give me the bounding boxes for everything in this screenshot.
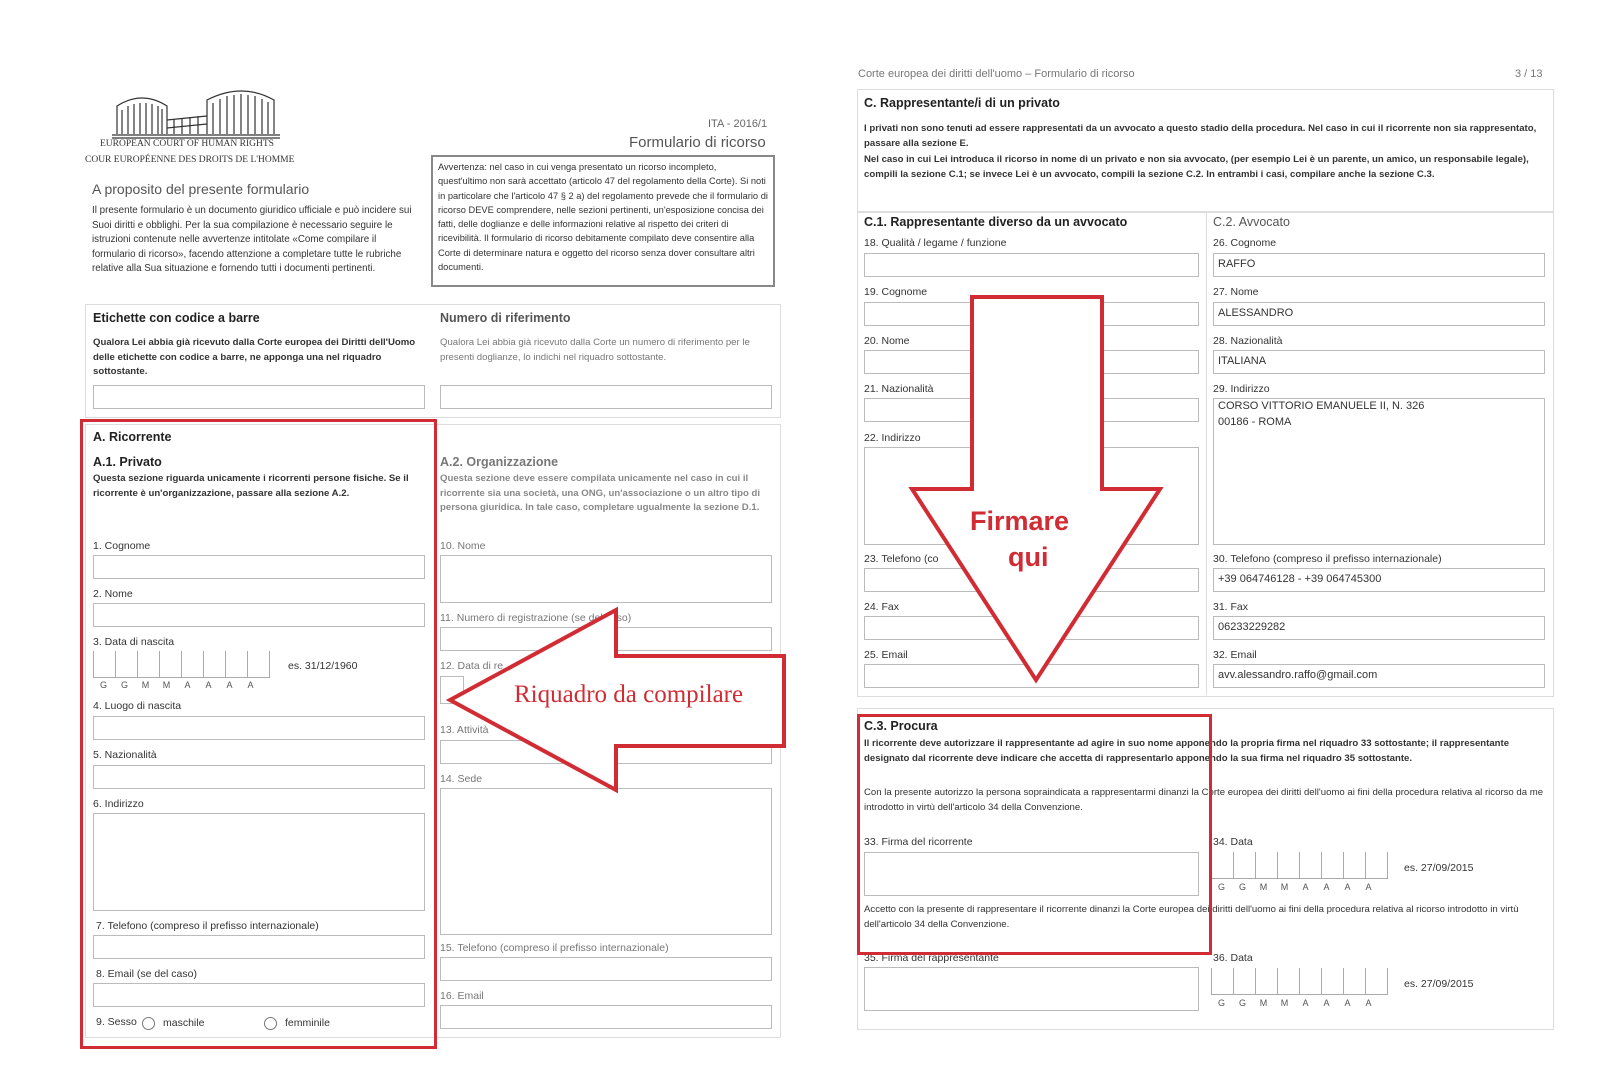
court-name-fr: COUR EUROPÉENNE DES DROITS DE L'HOMME bbox=[85, 155, 295, 165]
date-letter: G bbox=[120, 680, 128, 690]
field-27-label: 27. Nome bbox=[1213, 286, 1259, 298]
field-7-label: 7. Telefono (compreso il prefisso internazionale) bbox=[96, 920, 319, 932]
field-11-label: 11. Numero di registrazione (se del caso) bbox=[440, 612, 632, 624]
about-title: A proposito del presente formulario bbox=[92, 181, 310, 197]
field-13-label: 13. Attività bbox=[440, 724, 489, 736]
field-9-label: 9. Sesso bbox=[96, 1016, 137, 1028]
sex-female-label: femminile bbox=[285, 1017, 330, 1029]
lawyer-surname-input[interactable] bbox=[1213, 253, 1545, 277]
barcode-title: Etichette con codice a barre bbox=[93, 311, 260, 325]
date-letter: A bbox=[226, 680, 233, 690]
field-1-label: 1. Cognome bbox=[93, 540, 151, 552]
field-6-label: 6. Indirizzo bbox=[93, 798, 144, 810]
org-phone-input[interactable] bbox=[440, 957, 772, 981]
rep-signature-date-format-letters bbox=[1211, 998, 1379, 1008]
field-14-label: 14. Sede bbox=[440, 773, 483, 785]
date-letter: A bbox=[205, 680, 212, 690]
date-letter: M bbox=[1280, 882, 1289, 892]
field-24-label: 24. Fax bbox=[864, 601, 900, 613]
birth-date-example: es. 31/12/1960 bbox=[288, 660, 358, 672]
form-title: Formulario di ricorso bbox=[629, 134, 766, 151]
date-letter: M bbox=[141, 680, 150, 690]
field-25-label: 25. Email bbox=[864, 649, 908, 661]
field-34-label: 34. Data bbox=[1213, 836, 1253, 848]
representative-signature-input[interactable] bbox=[864, 967, 1199, 1011]
date-letter: G bbox=[1238, 998, 1246, 1008]
field-31-label: 31. Fax bbox=[1213, 601, 1249, 613]
date-letter: A bbox=[1323, 998, 1330, 1008]
a1-text: Questa sezione riguarda unicamente i ricorrenti persone fisiche. Se il ricorrente è un'organizzazione, passare alla sezione A.2. bbox=[93, 473, 409, 499]
about-text: Il presente formulario è un documento giuridico ufficiale e può incidere sui Suoi diritti e obblighi. Per la sua compilazione è necessario seguire le istruzioni contenute nelle avvertenze intitolate «Come compilare il formulario di ricorso», facendo attenzione a completare tutte le rubriche relative alla Sua situazione e fornendo tutti i documenti pertinenti. bbox=[92, 205, 412, 274]
reference-title: Numero di riferimento bbox=[440, 311, 571, 325]
signature-date-input[interactable] bbox=[1211, 852, 1388, 879]
date-letter: M bbox=[1259, 998, 1268, 1008]
section-c-text-2: Nel caso in cui Lei introduca il ricorso in nome di un privato e non sia avvocato, (per esempio Lei è un parente, un amico, un responsabile legale), compili la sezione C.1; se invece Lei è un avvocato, compili la sezione C.2. In entrambi i casi, compilare anche la sezione C.3. bbox=[864, 154, 1529, 180]
field-22-label: 22. Indirizzo bbox=[864, 432, 921, 444]
headquarters-input[interactable] bbox=[440, 788, 772, 935]
section-a-title: A. Ricorrente bbox=[93, 430, 172, 444]
column-divider bbox=[1206, 211, 1207, 695]
c1-title: C.1. Rappresentante diverso da un avvocato bbox=[864, 215, 1128, 229]
date-letter: G bbox=[1217, 882, 1225, 892]
date-letter: M bbox=[162, 680, 171, 690]
a1-highlight-box bbox=[80, 419, 437, 1049]
field-12-label: 12. Data di re bbox=[440, 660, 504, 672]
field-32-label: 32. Email bbox=[1213, 649, 1257, 661]
field-35-label: 35. Firma del rappresentante bbox=[864, 952, 999, 964]
rep-signature-date-example: es. 27/09/2015 bbox=[1404, 978, 1474, 990]
court-building-logo bbox=[112, 84, 282, 139]
date-letter: A bbox=[1344, 998, 1351, 1008]
a2-text: Questa sezione deve essere compilata unicamente nel caso in cui il ricorrente sia una società, una ONG, un'associazione o un altro tipo di persona giuridica. In tale caso, completare ugualmente la sezione D.1. bbox=[440, 473, 761, 513]
date-letter: A bbox=[247, 680, 254, 690]
c3-text-3: Accetto con la presente di rappresentare il ricorrente dinanzi la Corte europea dei diritti dell'uomo ai fini della procedura relativa al ricorso introdotto in virtù dell'articolo 34 della Convenzione. bbox=[864, 904, 1519, 930]
rep-signature-date-input[interactable] bbox=[1211, 968, 1388, 995]
lawyer-name-value: ALESSANDRO bbox=[1218, 307, 1294, 319]
warning-text: Avvertenza: nel caso in cui venga presentato un ricorso incompleto, quest'ultimo non sarà accettato (articolo 47 del regolamento della Corte). Si noti in particolare che l'articolo 47 § 2 a) del regolamento prevede che il formulario di ricorso DEVE comprendere, nelle sezioni pertinenti, un'esposizione concisa dei fatti, delle doglianze e delle informazioni relative al rispetto dei criteri di ricevibilità. Il formulario di ricorso debitamente compilato deve consentire alla Corte di determinare natura e oggetto del ricorso senza dover consultare altri documenti. bbox=[438, 162, 768, 273]
field-23-label: 23. Telefono (co bbox=[864, 553, 939, 565]
page-header-title: Corte europea dei diritti dell'uomo – Formulario di ricorso bbox=[858, 68, 1135, 80]
field-10-label: 10. Nome bbox=[440, 540, 486, 552]
c3-text-1: Il ricorrente deve autorizzare il rappresentante ad agire in suo nome apponendo la propria firma nel riquadro 33 sottostante; il rappresentante designato dal ricorrente deve indicare che accetta di rappresentarlo apponendo la sua firma nel riquadro 35 sottostante. bbox=[864, 738, 1510, 764]
date-letter: G bbox=[99, 680, 107, 690]
c3-title: C.3. Procura bbox=[864, 719, 938, 733]
date-letter: A bbox=[184, 680, 191, 690]
field-5-label: 5. Nazionalità bbox=[93, 749, 157, 761]
field-20-label: 20. Nome bbox=[864, 335, 910, 347]
date-letter: A bbox=[1302, 882, 1309, 892]
date-letter: A bbox=[1365, 998, 1372, 1008]
date-letter: A bbox=[1302, 998, 1309, 1008]
section-c-text-1: I privati non sono tenuti ad essere rappresentati da un avvocato a questo stadio della procedura. Nel caso in cui il ricorrente non sia rappresentato, passare alla sezione E. bbox=[864, 123, 1537, 149]
field-15-label: 15. Telefono (compreso il prefisso internazionale) bbox=[440, 942, 669, 954]
field-36-label: 36. Data bbox=[1213, 952, 1253, 964]
org-name-input[interactable] bbox=[440, 555, 772, 603]
c2-title: C.2. Avvocato bbox=[1213, 215, 1290, 229]
barcode-text: Qualora Lei abbia già ricevuto dalla Corte europea dei Diritti dell'Uomo delle etichette con codice a barre, ne apponga una nel riquadro sottostante. bbox=[93, 337, 416, 377]
sign-here-arrow bbox=[906, 294, 1168, 686]
c3-text-2: Con la presente autorizzo la persona sopraindicata a rappresentarmi dinanzi la Corte europea dei diritti dell'uomo ai fini della procedura relativa al ricorso da me introdotto in virtù dell'articolo 34 della Convenzione. bbox=[864, 787, 1544, 813]
lawyer-address-line-1: CORSO VITTORIO EMANUELE II, N. 326 bbox=[1218, 400, 1425, 412]
sign-here-label-2: qui bbox=[1008, 542, 1049, 572]
field-30-label: 30. Telefono (compreso il prefisso internazionale) bbox=[1213, 553, 1442, 565]
field-21-label: 21. Nazionalità bbox=[864, 383, 934, 395]
sign-here-label-1: Firmare bbox=[970, 506, 1070, 536]
field-29-label: 29. Indirizzo bbox=[1213, 383, 1270, 395]
date-letter: A bbox=[1344, 882, 1351, 892]
lawyer-phone-value: +39 064746128 - +39 064745300 bbox=[1218, 573, 1382, 585]
lawyer-nationality-value: ITALIANA bbox=[1218, 355, 1267, 367]
date-letter: G bbox=[1217, 998, 1225, 1008]
field-4-label: 4. Luogo di nascita bbox=[93, 700, 182, 712]
a1-title: A.1. Privato bbox=[93, 455, 162, 469]
field-28-label: 28. Nazionalità bbox=[1213, 335, 1283, 347]
lawyer-email-value: avv.alessandro.raffo@gmail.com bbox=[1218, 669, 1378, 681]
form-code: ITA - 2016/1 bbox=[708, 118, 768, 130]
field-33-label: 33. Firma del ricorrente bbox=[864, 836, 973, 848]
signature-date-example: es. 27/09/2015 bbox=[1404, 862, 1474, 874]
date-letter: A bbox=[1323, 882, 1330, 892]
field-18-label: 18. Qualità / legame / funzione bbox=[864, 237, 1007, 249]
reference-text: Qualora Lei abbia già ricevuto dalla Corte un numero di riferimento per le presenti doglianze, lo indichi nel riquadro sottostante. bbox=[440, 337, 750, 363]
page-number: 3 / 13 bbox=[1515, 68, 1543, 80]
date-letter: G bbox=[1238, 882, 1246, 892]
section-c-title: C. Rappresentante/i di un privato bbox=[864, 96, 1060, 110]
lawyer-address-line-2: 00186 - ROMA bbox=[1218, 416, 1292, 428]
fill-here-arrow-label: Riquadro da compilare bbox=[514, 681, 744, 708]
lawyer-fax-value: 06233229282 bbox=[1218, 621, 1286, 633]
barcode-input[interactable] bbox=[93, 385, 425, 409]
signature-highlight-box bbox=[857, 714, 1212, 955]
a2-title: A.2. Organizzazione bbox=[440, 455, 559, 469]
field-19-label: 19. Cognome bbox=[864, 286, 928, 298]
field-26-label: 26. Cognome bbox=[1213, 237, 1277, 249]
reference-input[interactable] bbox=[440, 385, 772, 409]
sex-male-label: maschile bbox=[163, 1017, 205, 1029]
date-letter: A bbox=[1365, 882, 1372, 892]
field-8-label: 8. Email (se del caso) bbox=[96, 968, 197, 980]
field-16-label: 16. Email bbox=[440, 990, 484, 1002]
field-3-label: 3. Data di nascita bbox=[93, 636, 175, 648]
org-email-input[interactable] bbox=[440, 1005, 772, 1029]
quality-input[interactable] bbox=[864, 253, 1199, 277]
field-2-label: 2. Nome bbox=[93, 588, 133, 600]
court-name-en: EUROPEAN COURT OF HUMAN RIGHTS bbox=[100, 139, 274, 149]
date-letter: M bbox=[1280, 998, 1289, 1008]
date-letter: M bbox=[1259, 882, 1268, 892]
lawyer-surname-value: RAFFO bbox=[1218, 258, 1256, 270]
signature-date-format-letters bbox=[1211, 882, 1379, 892]
